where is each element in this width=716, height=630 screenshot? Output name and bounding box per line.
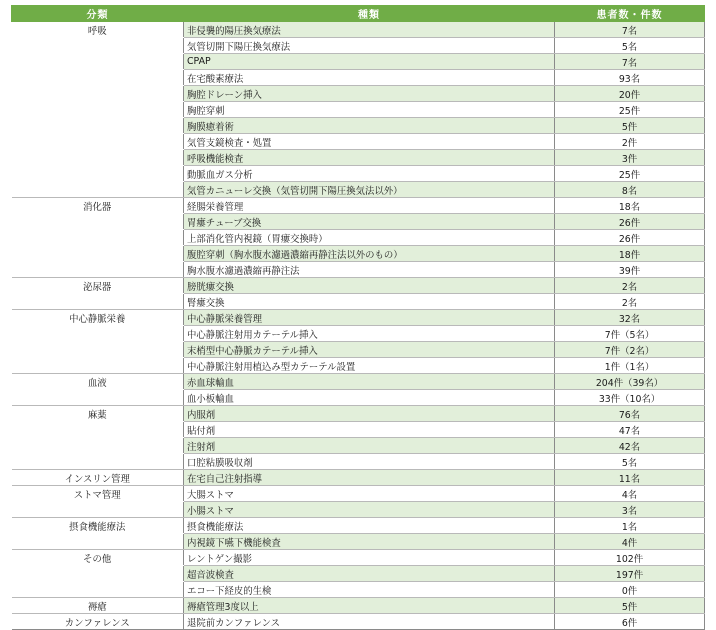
table-row xyxy=(12,518,705,534)
kind-cell: 膀胱瘻交換 xyxy=(184,278,555,294)
table-row xyxy=(12,598,705,614)
count-cell: 102件 xyxy=(555,550,705,566)
table-row xyxy=(12,22,705,38)
kind-cell: 胃瘻チューブ交換 xyxy=(184,214,555,230)
kind-cell: CPAP xyxy=(184,54,555,70)
category-cell xyxy=(12,214,184,230)
count-cell: 25件 xyxy=(555,166,705,182)
table-row xyxy=(12,294,705,310)
count-cell: 18名 xyxy=(555,198,705,214)
count-cell: 42名 xyxy=(555,438,705,454)
kind-cell: 血小板輸血 xyxy=(184,390,555,406)
kind-cell: 非侵襲的陽圧換気療法 xyxy=(184,22,555,38)
count-cell: 4名 xyxy=(555,486,705,502)
kind-cell: 気管支鏡検査・処置 xyxy=(184,134,555,150)
kind-cell: 在宅自己注射指導 xyxy=(184,470,555,486)
table-row xyxy=(12,614,705,630)
category-cell xyxy=(12,38,184,54)
count-cell: 7件（2名） xyxy=(555,342,705,358)
count-cell: 197件 xyxy=(555,566,705,582)
table-row xyxy=(12,502,705,518)
table-row xyxy=(12,86,705,102)
kind-cell: 腎瘻交換 xyxy=(184,294,555,310)
count-cell: 3件 xyxy=(555,150,705,166)
table-row xyxy=(12,582,705,598)
count-cell: 25件 xyxy=(555,102,705,118)
statistics-table-container xyxy=(11,5,704,630)
kind-cell: 注射剤 xyxy=(184,438,555,454)
count-cell: 1名 xyxy=(555,518,705,534)
count-cell: 20件 xyxy=(555,86,705,102)
header-count: 患者数・件数 xyxy=(555,6,705,22)
table-row xyxy=(12,406,705,422)
table-row xyxy=(12,54,705,70)
kind-cell: 胸腔穿刺 xyxy=(184,102,555,118)
count-cell: 5件 xyxy=(555,598,705,614)
count-cell: 26件 xyxy=(555,214,705,230)
count-cell: 93名 xyxy=(555,70,705,86)
count-cell: 204件（39名） xyxy=(555,374,705,390)
kind-cell: エコー下経皮的生検 xyxy=(184,582,555,598)
category-cell xyxy=(12,422,184,438)
kind-cell: 大腸ストマ xyxy=(184,486,555,502)
kind-cell: 口腔粘膜吸収剤 xyxy=(184,454,555,470)
count-cell: 8名 xyxy=(555,182,705,198)
category-cell xyxy=(12,294,184,310)
category-cell xyxy=(12,534,184,550)
category-cell xyxy=(12,54,184,70)
kind-cell: 末梢型中心静脈カテーテル挿入 xyxy=(184,342,555,358)
category-cell: カンファレンス xyxy=(12,614,184,630)
kind-cell: 気管切開下陽圧換気療法 xyxy=(184,38,555,54)
count-cell: 7名 xyxy=(555,54,705,70)
kind-cell: 貼付剤 xyxy=(184,422,555,438)
category-cell: 消化器 xyxy=(83,201,112,213)
category-cell: 褥瘡 xyxy=(12,598,184,614)
category-cell xyxy=(12,438,184,454)
kind-cell: 胸腔ドレーン挿入 xyxy=(184,86,555,102)
count-cell: 1件（1名） xyxy=(555,358,705,374)
kind-cell: 胸水腹水濾過濃縮再静注法 xyxy=(184,262,555,278)
count-cell: 33件（10名） xyxy=(555,390,705,406)
kind-cell: 赤血球輸血 xyxy=(184,374,555,390)
category-cell xyxy=(12,166,184,182)
category-cell xyxy=(12,342,184,358)
category-cell xyxy=(12,502,184,518)
category-cell xyxy=(12,262,184,278)
kind-cell: 中心静脈注射用カテーテル挿入 xyxy=(184,326,555,342)
kind-cell: 中心静脈注射用植込み型カテーテル設置 xyxy=(184,358,555,374)
count-cell: 3名 xyxy=(555,502,705,518)
table-row xyxy=(12,230,705,246)
header-kind: 種類 xyxy=(184,6,555,22)
kind-cell: 中心静脈栄養管理 xyxy=(184,310,555,326)
count-cell: 76名 xyxy=(555,406,705,422)
category-cell: 中心静脈栄養 xyxy=(12,310,184,326)
table-row xyxy=(12,326,705,342)
count-cell: 7名 xyxy=(555,22,705,38)
category-cell: ストマ管理 xyxy=(73,489,121,501)
count-cell: 4件 xyxy=(555,534,705,550)
kind-cell: 超音波検査 xyxy=(184,566,555,582)
count-cell: 7件（5名） xyxy=(555,326,705,342)
category-cell: 麻薬 xyxy=(12,406,184,422)
table-row xyxy=(12,102,705,118)
category-cell xyxy=(12,230,184,246)
category-cell xyxy=(12,70,184,86)
category-cell: その他 xyxy=(83,553,112,565)
kind-cell: 退院前カンファレンス xyxy=(184,614,555,630)
category-cell: 泌尿器 xyxy=(12,278,184,294)
kind-cell: 内視鏡下嚥下機能検査 xyxy=(184,534,555,550)
table-row xyxy=(12,470,705,486)
category-cell xyxy=(12,582,184,598)
category-cell: 摂食機能療法 xyxy=(69,521,126,533)
kind-cell: 小腸ストマ xyxy=(184,502,555,518)
table-row xyxy=(12,262,705,278)
statistics-table xyxy=(11,5,705,630)
table-row xyxy=(12,454,705,470)
count-cell: 6件 xyxy=(555,614,705,630)
kind-cell: 在宅酸素療法 xyxy=(184,70,555,86)
category-cell xyxy=(12,118,184,134)
table-row xyxy=(12,438,705,454)
count-cell: 2名 xyxy=(555,294,705,310)
table-row xyxy=(12,214,705,230)
count-cell: 0件 xyxy=(555,582,705,598)
table-row xyxy=(12,118,705,134)
count-cell: 5名 xyxy=(555,454,705,470)
kind-cell: 経腸栄養管理 xyxy=(184,198,555,214)
count-cell: 26件 xyxy=(555,230,705,246)
category-cell: 呼吸 xyxy=(12,22,184,38)
table-row xyxy=(12,486,705,502)
kind-cell: 腹腔穿刺（胸水腹水濾過濃縮再静注法以外のもの） xyxy=(184,246,555,262)
table-row xyxy=(12,390,705,406)
table-row xyxy=(12,134,705,150)
count-cell: 39件 xyxy=(555,262,705,278)
table-row xyxy=(12,342,705,358)
table-header-row xyxy=(12,6,705,22)
category-cell xyxy=(12,454,184,470)
category-cell xyxy=(12,134,184,150)
count-cell: 5名 xyxy=(555,38,705,54)
category-cell: 血液 xyxy=(12,374,184,390)
kind-cell: 呼吸機能検査 xyxy=(184,150,555,166)
kind-cell: 胸膜癒着術 xyxy=(184,118,555,134)
table-row xyxy=(12,534,705,550)
kind-cell: 摂食機能療法 xyxy=(184,518,555,534)
table-row xyxy=(12,550,705,566)
count-cell: 2名 xyxy=(555,278,705,294)
category-cell xyxy=(12,182,184,198)
category-cell xyxy=(12,326,184,342)
kind-cell: 褥瘡管理3度以上 xyxy=(184,598,555,614)
kind-cell: 動脈血ガス分析 xyxy=(184,166,555,182)
kind-cell: 気管カニューレ交換（気管切開下陽圧換気法以外） xyxy=(184,182,555,198)
table-row xyxy=(12,422,705,438)
kind-cell: 上部消化管内視鏡（胃瘻交換時） xyxy=(184,230,555,246)
category-cell xyxy=(12,102,184,118)
table-row xyxy=(12,70,705,86)
table-row xyxy=(12,278,705,294)
kind-cell: レントゲン撮影 xyxy=(184,550,555,566)
kind-cell: 内服剤 xyxy=(184,406,555,422)
category-cell xyxy=(12,246,184,262)
table-row xyxy=(12,150,705,166)
table-row xyxy=(12,38,705,54)
count-cell: 11名 xyxy=(555,470,705,486)
table-row xyxy=(12,182,705,198)
count-cell: 5件 xyxy=(555,118,705,134)
category-cell xyxy=(12,390,184,406)
count-cell: 18件 xyxy=(555,246,705,262)
category-cell xyxy=(12,358,184,374)
table-row xyxy=(12,374,705,390)
count-cell: 2件 xyxy=(555,134,705,150)
header-category: 分類 xyxy=(12,6,184,22)
table-row xyxy=(12,566,705,582)
table-row xyxy=(12,246,705,262)
table-row xyxy=(12,310,705,326)
category-cell xyxy=(12,150,184,166)
category-cell xyxy=(12,86,184,102)
category-cell: インスリン管理 xyxy=(12,470,184,486)
table-row xyxy=(12,166,705,182)
table-body xyxy=(12,22,705,630)
category-cell xyxy=(12,566,184,582)
table-row xyxy=(12,198,705,214)
count-cell: 32名 xyxy=(555,310,705,326)
count-cell: 47名 xyxy=(555,422,705,438)
table-row xyxy=(12,358,705,374)
